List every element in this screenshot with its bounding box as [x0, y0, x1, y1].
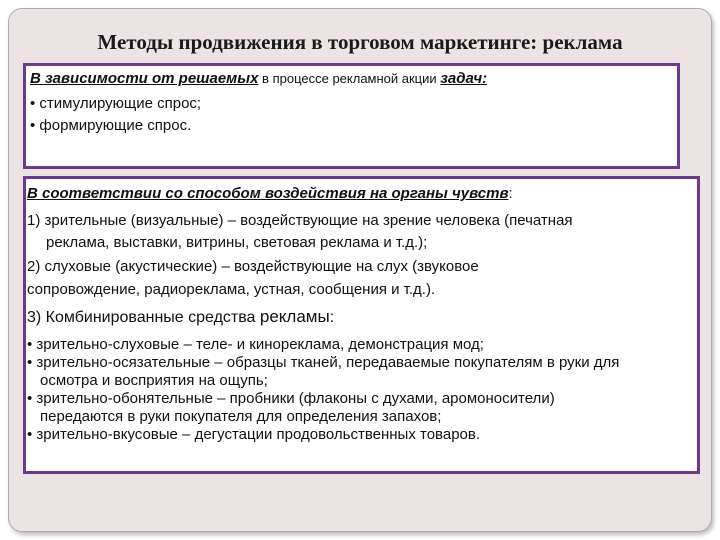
box2-heading: [27, 185, 513, 203]
list-item: передаются в руки покупателя для определения запахов;: [40, 408, 442, 425]
box2-heading-emphasis: В соответствии со способом воздействия на органы чувств: [27, 185, 509, 202]
combined-heading-text: 3) Комбинированные средства: [27, 309, 260, 326]
list-item: • стимулирующие спрос;: [30, 95, 202, 112]
list-item: • зрительно-слуховые – теле- и кинореклама, демонстрация мод;: [27, 336, 484, 353]
list-item: осмотра и восприятия на ощупь;: [40, 372, 268, 389]
task-classification-box: [23, 63, 680, 169]
combined-heading-big: рекламы: [259, 307, 330, 326]
combined-heading-end: :: [329, 309, 335, 326]
text-line: 2) слуховые (акустические) – воздействующие на слух (звуковое: [27, 258, 479, 275]
list-item: • зрительно-осязательные – образцы тканей, передаваемые покупателям в руки для: [27, 354, 620, 371]
text-line: сопровождение, радиореклама, устная, сообщения и т.д.).: [27, 281, 436, 298]
box1-heading-emphasis: В зависимости от решаемых: [30, 70, 259, 87]
box2-heading-end: :: [508, 185, 513, 202]
box1-heading: [30, 70, 487, 88]
box1-heading-emphasis-2: задач:: [440, 70, 488, 87]
text-line: реклама, выставки, витрины, световая реклама и т.д.);: [46, 234, 428, 251]
page-title: Методы продвижения в торговом маркетинге: реклама: [97, 30, 623, 54]
senses-classification-box: [23, 176, 700, 474]
list-item: • зрительно-вкусовые – дегустации продовольственных товаров.: [27, 426, 481, 443]
list-item: • формирующие спрос.: [30, 117, 192, 134]
combined-heading: [27, 308, 334, 327]
text-line: 1) зрительные (визуальные) – воздействующие на зрение человека (печатная: [27, 212, 573, 229]
list-item: • зрительно-обонятельные – пробники (флаконы с духами, аромоносители): [27, 390, 555, 407]
box1-heading-middle: в процессе рекламной акции: [258, 71, 441, 86]
